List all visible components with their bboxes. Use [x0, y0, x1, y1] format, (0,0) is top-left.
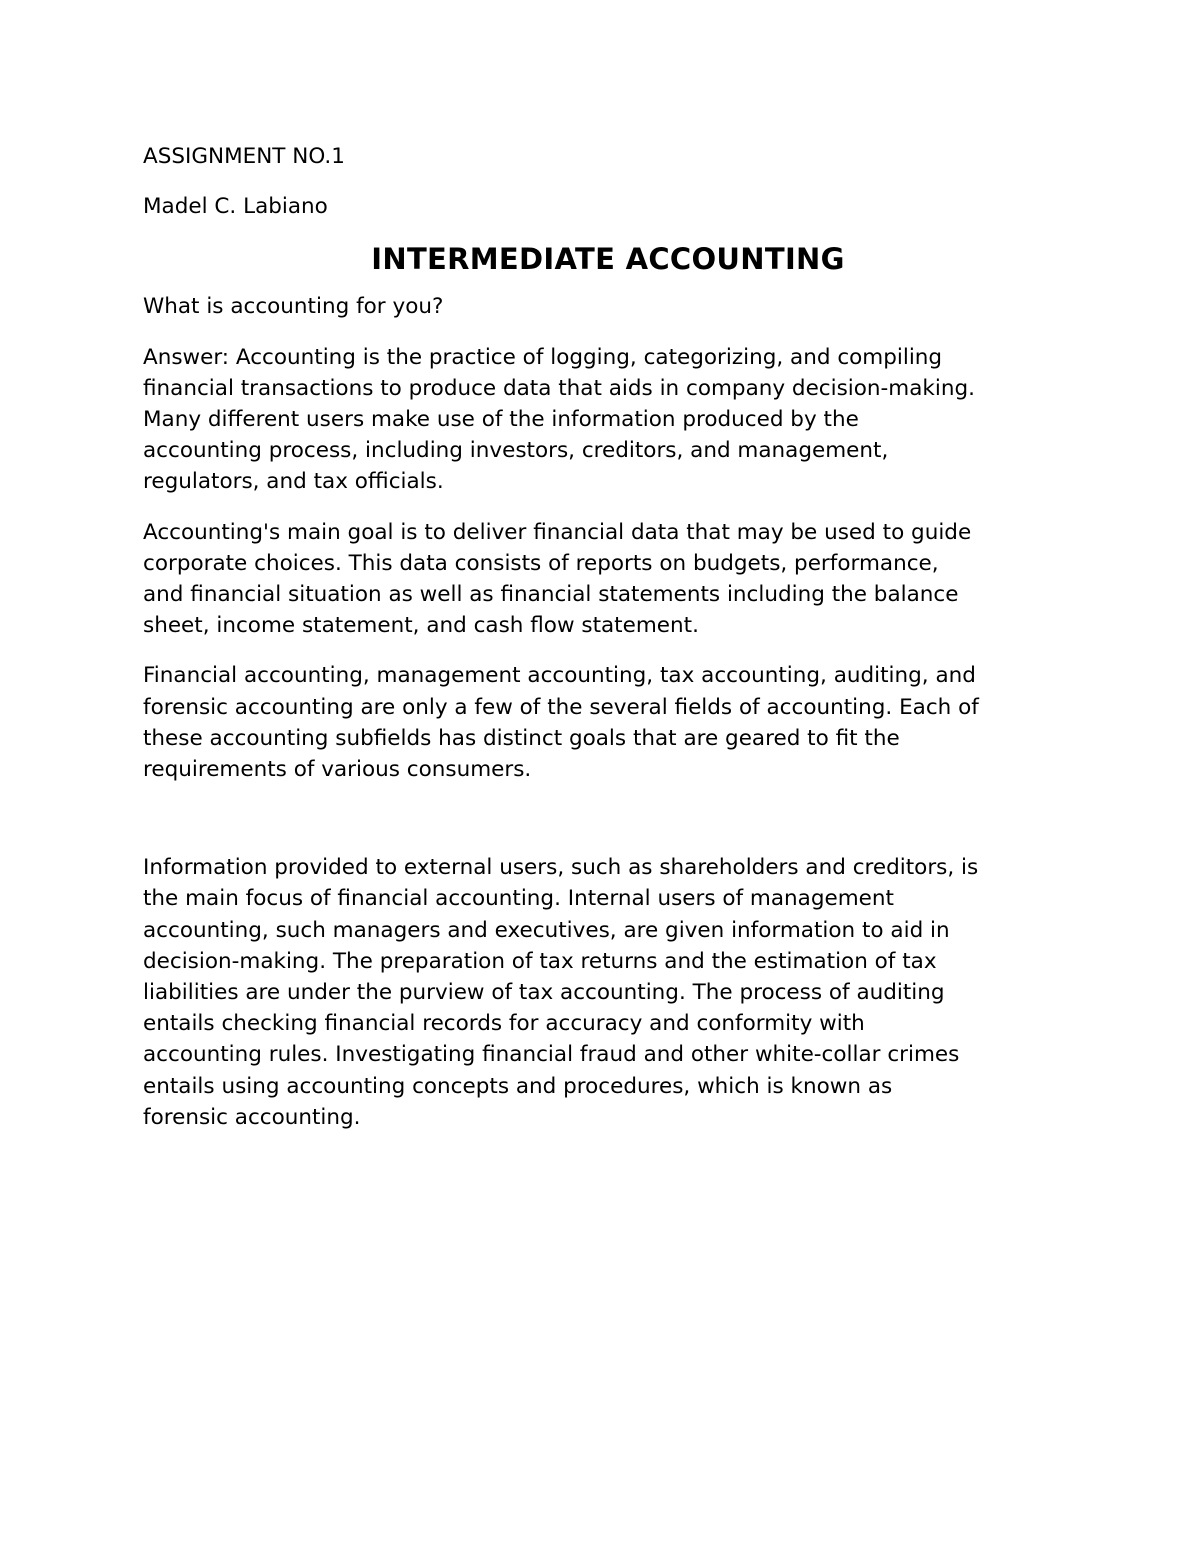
paragraph-fields — [143, 660, 1073, 785]
paragraph-line: corporate choices. This data consists of reports on budgets, performance, — [143, 550, 939, 576]
paragraph-line: liabilities are under the purview of tax accounting. The process of auditing — [143, 980, 945, 1006]
paragraph-line: entails using accounting concepts and procedures, which is known as — [143, 1073, 893, 1099]
paragraph-line: decision-making. The preparation of tax returns and the estimation of tax — [143, 948, 937, 974]
paragraph-subfields — [143, 852, 1073, 1133]
paragraph-line: sheet, income statement, and cash flow statement. — [143, 613, 699, 639]
paragraph-line: regulators, and tax officials. — [143, 469, 444, 495]
question: What is accounting for you? — [143, 294, 444, 320]
paragraph-main-goal — [143, 517, 1073, 642]
paragraph-line: accounting rules. Investigating financial fraud and other white-collar crimes — [143, 1042, 960, 1068]
paragraph-line: Many different users make use of the information produced by the — [143, 407, 859, 433]
paragraph-line: requirements of various consumers. — [143, 757, 532, 783]
paragraph-line: these accounting subfields has distinct goals that are geared to fit the — [143, 725, 900, 751]
paragraph-line: financial transactions to produce data that aids in company decision-making. — [143, 375, 975, 401]
blank-line — [143, 804, 1073, 852]
paragraph-line: Financial accounting, management accounting, tax accounting, auditing, and — [143, 663, 976, 689]
paragraph-answer — [143, 342, 1073, 498]
paragraph-line: entails checking financial records for accuracy and conformity with — [143, 1011, 865, 1037]
paragraph-line: Answer: Accounting is the practice of logging, categorizing, and compiling — [143, 344, 943, 370]
paragraph-line: accounting process, including investors, creditors, and management, — [143, 438, 889, 464]
author-name: Madel C. Labiano — [143, 194, 328, 220]
paragraph-line: accounting, such managers and executives, are given information to aid in — [143, 917, 950, 943]
paragraph-line: Accounting's main goal is to deliver financial data that may be used to guide — [143, 519, 972, 545]
paragraph-line: the main focus of financial accounting. Internal users of management — [143, 886, 894, 912]
paragraph-line: forensic accounting. — [143, 1104, 361, 1130]
document-body — [143, 141, 1073, 1152]
document-title: INTERMEDIATE ACCOUNTING — [371, 242, 845, 277]
paragraph-line: Information provided to external users, such as shareholders and creditors, is — [143, 855, 979, 881]
paragraph-line: and financial situation as well as financial statements including the balance — [143, 582, 959, 608]
paragraph-line: forensic accounting are only a few of the several fields of accounting. Each of — [143, 694, 979, 720]
assignment-number: ASSIGNMENT NO.1 — [143, 144, 345, 169]
